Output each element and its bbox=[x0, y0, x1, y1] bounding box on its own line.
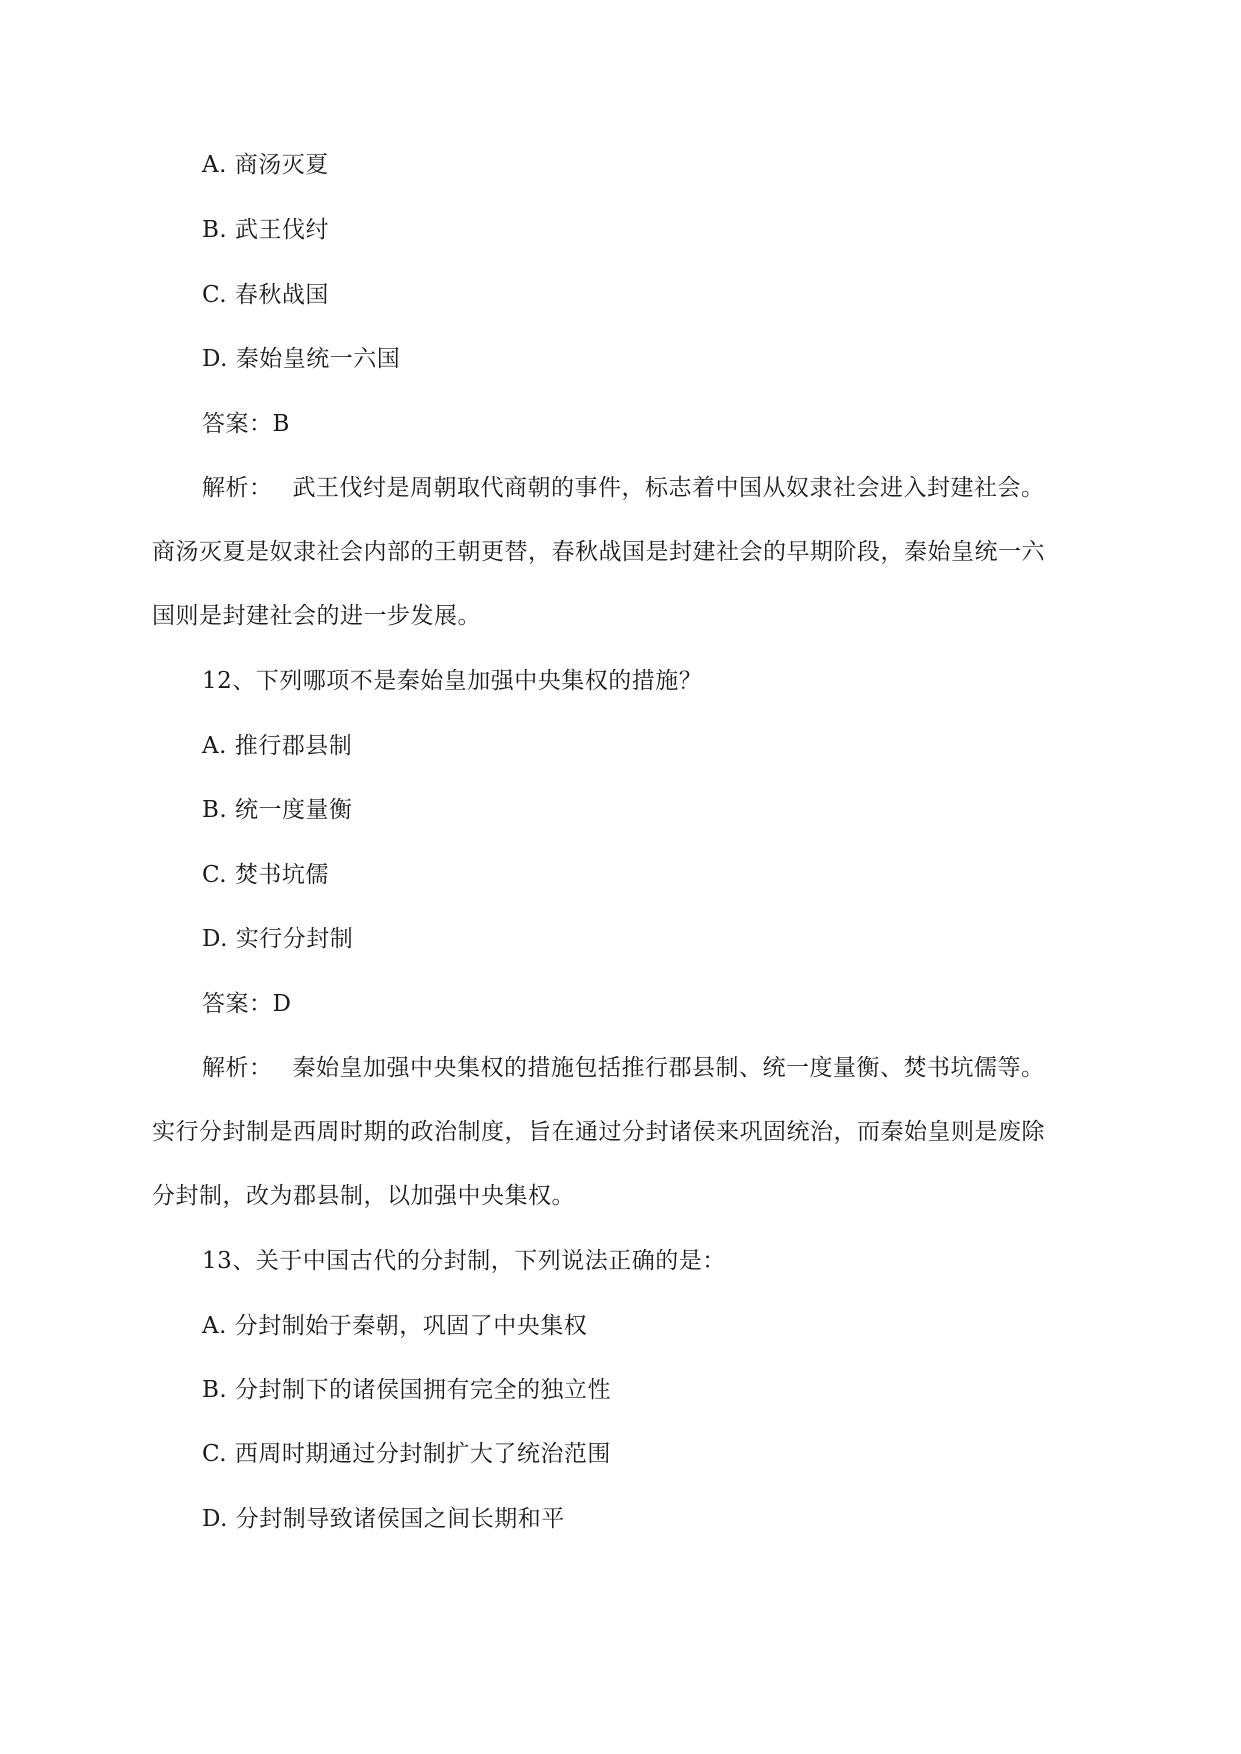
analysis-text: 秦始皇加强中央集权的措施包括推行郡县制、统一度量衡、焚书坑儒等。 bbox=[292, 1055, 1045, 1081]
option-b: B. 武王伐纣 bbox=[202, 217, 330, 243]
question-12: 12、下列哪项不是秦始皇加强中央集权的措施？ bbox=[202, 668, 703, 694]
analysis-first-line bbox=[202, 473, 1045, 503]
analysis-label: 解析： bbox=[202, 475, 273, 501]
option-a: A. 商汤灭夏 bbox=[202, 152, 329, 178]
option-c: C. 春秋战国 bbox=[202, 282, 329, 308]
option-c: C. 焚书坑儒 bbox=[202, 862, 329, 888]
option-c: C. 西周时期通过分封制扩大了统治范围 bbox=[202, 1441, 611, 1467]
question-13: 13、关于中国古代的分封制，下列说法正确的是： bbox=[202, 1248, 726, 1274]
analysis-line: 分封制，改为郡县制，以加强中央集权。 bbox=[152, 1183, 575, 1209]
option-d: D. 实行分封制 bbox=[202, 926, 354, 952]
option-d: D. 秦始皇统一六国 bbox=[202, 346, 401, 372]
answer: 答案：B bbox=[202, 411, 290, 437]
option-a: A. 分封制始于秦朝，巩固了中央集权 bbox=[202, 1313, 588, 1339]
option-d: D. 分封制导致诸侯国之间长期和平 bbox=[202, 1506, 565, 1532]
analysis-label: 解析： bbox=[202, 1055, 273, 1081]
analysis-text: 武王伐纣是周朝取代商朝的事件，标志着中国从奴隶社会进入封建社会。 bbox=[292, 475, 1045, 501]
option-a: A. 推行郡县制 bbox=[202, 733, 353, 759]
answer: 答案：D bbox=[202, 991, 292, 1017]
analysis-line: 商汤灭夏是奴隶社会内部的王朝更替，春秋战国是封建社会的早期阶段，秦始皇统一六 bbox=[152, 539, 1045, 565]
option-b: B. 分封制下的诸侯国拥有完全的独立性 bbox=[202, 1377, 612, 1403]
analysis-first-line bbox=[202, 1053, 1045, 1083]
analysis-line: 实行分封制是西周时期的政治制度，旨在通过分封诸侯来巩固统治，而秦始皇则是废除 bbox=[152, 1119, 1045, 1145]
option-b: B. 统一度量衡 bbox=[202, 797, 353, 823]
analysis-line: 国则是封建社会的进一步发展。 bbox=[152, 603, 481, 629]
